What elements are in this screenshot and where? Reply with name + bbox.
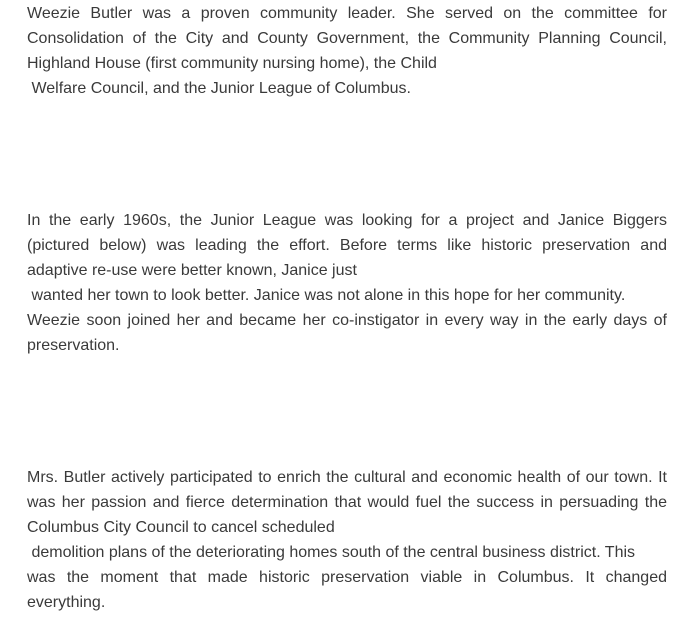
text-line: wanted her town to look better. Janice was not alone in this hope for her community. (27, 287, 626, 304)
text-line: preservation. (27, 337, 120, 354)
text-line: Highland House (first community nursing home), the Child (27, 55, 437, 72)
text-line: Welfare Council, and the Junior League of Columbus. (27, 80, 411, 97)
paragraph-community-leader (27, 1, 667, 101)
text-line: adaptive re-use were better known, Janice just (27, 262, 357, 279)
text-line: In the early 1960s, the Junior League was looking for a project and Janice Biggers (27, 212, 667, 229)
text-line: Weezie Butler was a proven community leader. She served on the committee for (27, 5, 667, 22)
text-line: was her passion and fierce determination that would fuel the success in persuading the (27, 494, 667, 511)
text-line: Columbus City Council to cancel scheduled (27, 519, 335, 536)
text-line: was the moment that made historic preservation viable in Columbus. It changed (27, 569, 667, 586)
text-line: (pictured below) was leading the effort. Before terms like historic preservation and (27, 237, 667, 254)
text-line: Weezie soon joined her and became her co-instigator in every way in the early days of (27, 312, 667, 329)
text-line: Mrs. Butler actively participated to enrich the cultural and economic health of our town. It (27, 469, 667, 486)
text-line: demolition plans of the deteriorating homes south of the central business district. This (27, 544, 636, 561)
paragraph-preservation-success (27, 465, 667, 615)
text-line: Consolidation of the City and County Government, the Community Planning Council, (27, 30, 667, 47)
text-line: everything. (27, 594, 106, 611)
paragraph-junior-league-project (27, 208, 667, 358)
